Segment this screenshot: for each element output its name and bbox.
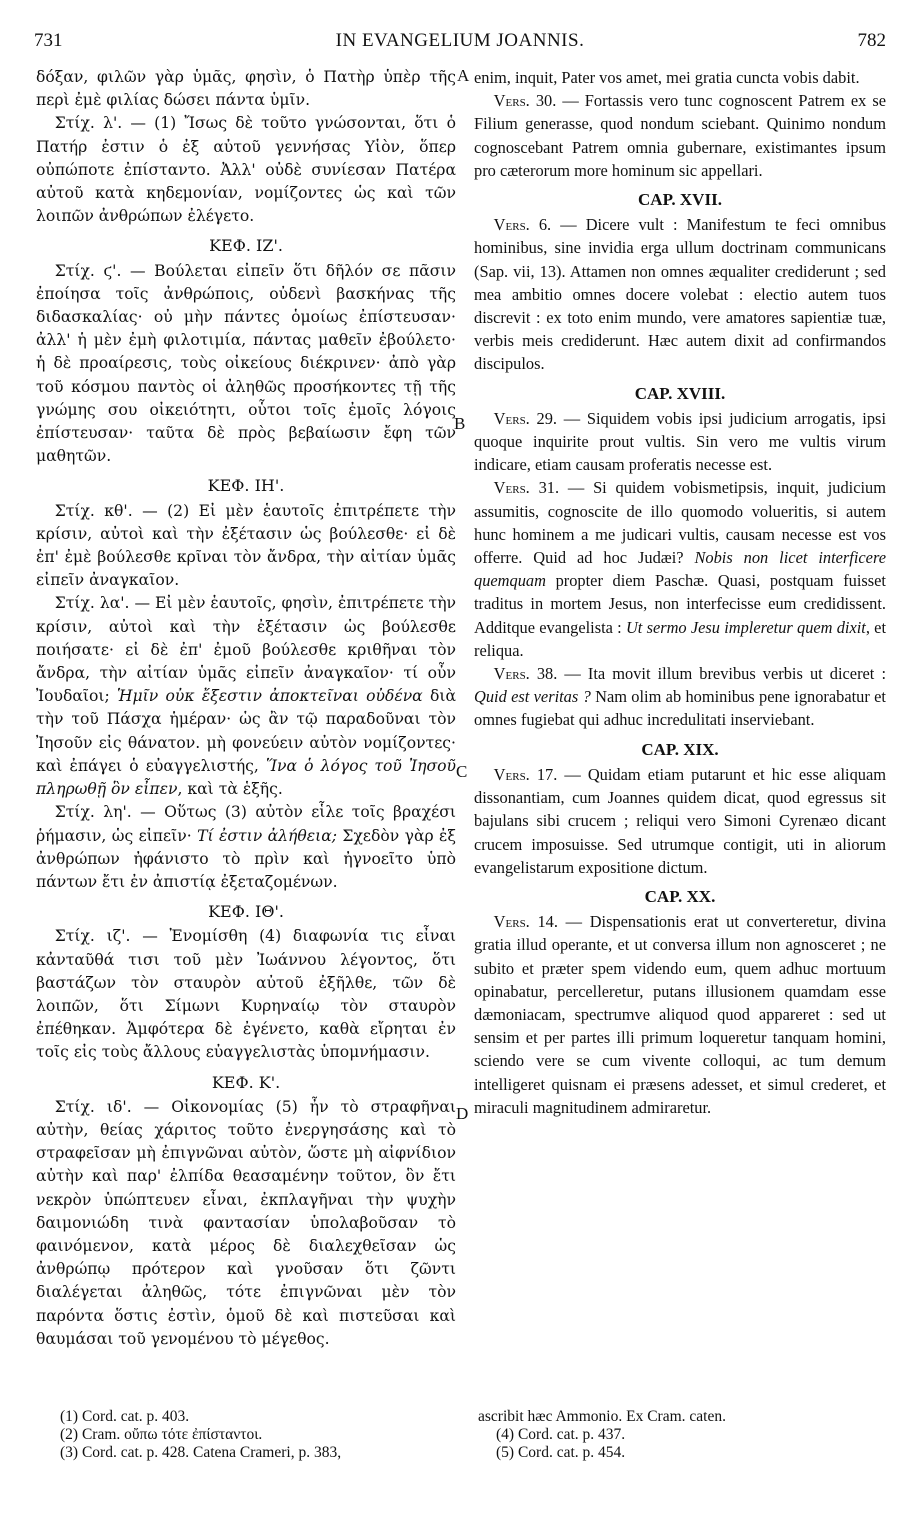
footnote: (1) Cord. cat. p. 403. — [60, 1408, 190, 1425]
chapter-heading: CAP. XVIII. — [634, 383, 726, 403]
paragraph-text: enim, inquit, Pater vos amet, mei gratia cuncta vobis dabit. — [474, 68, 860, 87]
paragraph — [474, 407, 886, 477]
paragraph — [474, 662, 886, 732]
paragraph-text: Στίχ. λη'. — Οὕτως (3) αὐτὸν εἷλε τοῖς βραχέσι ῥήμασιν, ὡς εἰπεῖν· — [36, 803, 456, 845]
verse-label: Vers. — [493, 215, 530, 235]
paragraph — [36, 1096, 456, 1351]
paragraph-text: διὰ τὴν τοῦ Πάσχα ἡμέραν· ὡς ἂν τῷ παραδοῦναι τὸν Ἰησοῦν εἰς θάνατον. μὴ φονεύειν αὐτὸν νομίζοντες· καὶ ἐπάγει ὁ εὐαγγελιστής, — [36, 687, 456, 775]
paragraph-text: Στίχ. λ'. — (1) Ἴσως δὲ τοῦτο γνώσονται, ὅτι ὁ Πατήρ ἐστιν ὁ ἐξ αὐτοῦ γεννήσας Υἱὸν, ὅπερ οὐπώποτε ἐπίσταντο. Ἀλλ' οὐδὲ συνίεσαν Πατέρα αὐτοῦ κατὰ κηδεμονίαν, νομίζοντες ὡς καὶ τῶν λοιπῶν ἀνθρώπων ἐλέγετο. — [36, 114, 456, 226]
chapter-heading: ΚΕΦ. ΙΖ'. — [209, 236, 283, 256]
paragraph — [474, 66, 886, 89]
greek-column — [36, 66, 456, 1351]
paragraph-text: Στίχ. κθ'. — (2) Εἰ μὲν ἑαυτοῖς ἐπιτρέπετε τὴν κρίσιν, αὐτοὶ καὶ τὴν ἐξέτασιν ὡς βούλεσθε· εἰ δὲ ἐπ' ἐμὲ βούλεσθε κρῖναι τὸν ἄνδρα, τὴν αἰτίαν ὑμᾶς εἰπεῖν ἀναγκαῖον. — [36, 501, 456, 590]
verse-label: Vers. — [493, 408, 530, 428]
quoted-text: Τί ἐστιν ἀλήθεια; — [197, 826, 338, 845]
footnotes-left — [60, 1408, 450, 1462]
paragraph-text: Σχεδὸν γὰρ ἐξ ἀνθρώπων ἠφάνιστο τὸ πρὶν καὶ ἠγνοεῖτο ὑπὸ πάντων ἔτι ἐν ἀπιστίᾳ ἐξεταζομένων. — [36, 826, 456, 891]
footnote: (2) Cram. οὔπω τότε ἐπίσταντοι. — [60, 1426, 263, 1443]
paragraph — [36, 801, 456, 894]
paragraph — [36, 925, 456, 1064]
page-number-right: 782 — [857, 30, 886, 51]
paragraph-text: Στίχ. ιδ'. — Οἰκονομίας (5) ἦν τὸ στραφῆναι αὐτὴν, θείας χάριτος τοῦτο ἐνεργησάσης καὶ τὸ στραφεῖσαν μὴ ἐπιγνῶναι αὐτὸν, ὥστε μὴ αἰφνίδιον αὐτὴν καὶ παρ' ἐλπίδα θεασαμένην τοῦτον, ὃν ἔτι νεκρὸν ὑπώπτευεν εἶναι, ἐκπλαγῆναι τὴν ψυχὴν δαιμονιώδη τινὰ φαντασίαν ὑπολαβοῦσαν τὸ φαινόμενον, κατὰ μέρος δὲ διαλεχθεῖσαν ὡς ἀνθρώπῳ πρότερον καὶ γνοῦσαν ὅτι ζῶντι διαλέγεται ἀληθῶς, τότε ἐπιγνῶναι μὲν τὸν παρόντα ὅστις ἐστὶν, ὁμοῦ δὲ καὶ πιστεῦσαι καὶ θαυμάσαι τοῦ γενομένου τὸ μέγεθος. — [36, 1097, 456, 1348]
paragraph — [474, 910, 886, 1119]
margin-letter-b: B — [454, 414, 466, 433]
paragraph-text: Nam olim ab hominibus pene ignorabatur et omnes fugiebat qui adhuc incredulitati inserviebant. — [474, 687, 886, 730]
chapter-heading: ΚΕΦ. ΙΗ'. — [207, 476, 285, 496]
running-header — [34, 30, 886, 58]
chapter-heading: ΚΕΦ. ΙΘ'. — [208, 902, 284, 922]
paragraph-text: 6. — Dicere vult : Manifestum te feci omnibus hominibus, sine invidia erga ullum doctrinam communicans (Sap. vii, 13). Attamen non omnes æqualiter crediderunt ; sed mea ambitio omnes docere volebat : electio autem tuos discrevit : ex toto enim mundo, vere amatores sapientiæ tuæ, verbis meis crediderunt. Hæc autem dixit ad confirmandos discipulos. — [474, 215, 886, 374]
paragraph-text: 14. — Dispensationis erat ut converteretur, divina gratia illud operante, et ut conversa illum non agnosceret ; ne subito et præter spem videndo eum, quem adhuc mortuum opinabatur, percelleretur, putans illusionem quamdam esse dæmoniacam, spectrumve aliquod quod appareret : sed ut sensim et per partes illi primum loqueretur tanquam homini, sciendo vere se cum vivente colloqui, ac tum demum intelligeret quisnam ei præsens adesset, et simul crederet, et miraculi magnitudinem admiraretur. — [474, 912, 886, 1117]
paragraph-text: , καὶ τὰ ἑξῆς. — [177, 780, 283, 799]
quoted-text: Ἵνα ὁ λόγος τοῦ Ἰησοῦ πληρωθῇ ὃν εἶπεν — [36, 756, 457, 799]
paragraph-text: Στίχ. ιζ'. — Ἐνομίσθη (4) διαφωνία τις εἶναι κἀνταῦθά τισι τοῦ μὲν Ἰωάννου λέγοντος, ὅτι βαστάζων τὸν σταυρὸν αὐτοῦ ἐξῆλθε, τῶν δὲ λοιπῶν, ὅτι Σίμωνι Κυρηναίῳ τὸν σταυρὸν ἐπέθηκαν. Ἀμφότερα δὲ ἐγένετο, καθὰ εἴρηται ἐν τοῖς εἰς τοὺς ἄλλους εὐαγγελιστὰς ὑπομνήμασιν. — [36, 927, 456, 1062]
verse-label: Vers. — [493, 478, 530, 498]
paragraph-text: 30. — Fortassis vero tunc cognoscent Patrem ex se Filium generasse, quod nondum sciebant. Quinimo nondum cognoscebant Patrem omnia gubernare, existimantes ipsum pro cæterorum more hominum sic appellari. — [474, 91, 886, 180]
footnote: (3) Cord. cat. p. 428. Catena Crameri, p. 383, — [60, 1444, 342, 1461]
verse-label: Vers. — [493, 91, 530, 111]
paragraph — [36, 112, 456, 228]
footnote: (4) Cord. cat. p. 437. — [496, 1426, 626, 1443]
footnotes-right — [478, 1408, 878, 1462]
footnote: ascribit hæc Ammonio. Ex Cram. caten. — [478, 1408, 726, 1425]
paragraph-text: Στίχ. ϛ'. — Βούλεται εἰπεῖν ὅτι δῆλόν σε πᾶσιν ἐποίησα τοῖς ἀνθρώποις, οὐδενὶ βασκήνας τῆς διδασκαλίας· οὐ μὴν πάντες ὁμοίως ἐπίστευσαν· ἀλλ' ἡ μὲν ἐμὴ φιλοτιμία, πάντας μαθεῖν ἐβούλετο· ἡ δὲ προαίρεσις, τοὺς οἰκείους διέκρινεν· ἀπὸ γὰρ τοῦ κόσμου παντὸς οἱ ἀληθῶς προσήκοντες τῇ τῆς γνώμης σου οἰκειότητι, οὗτοι τοῖς ἐμοῖς λόγοις ἐπίστευσαν· ταῦτα δὲ πρὸς βεβαίωσιν ἔφη τῶν μαθητῶν. — [36, 261, 456, 466]
verse-label: Vers. — [493, 764, 530, 784]
chapter-heading: CAP. XIX. — [641, 739, 719, 759]
paragraph-text: 29. — Siquidem vobis ipsi judicium arrogatis, ipsi quoque inquirite prout vultis. Sin vero me vultis virum indicare, etiam causam proferatis necesse est. — [474, 408, 886, 475]
paragraph-text: 17. — Quidam etiam putarunt et hic esse aliquam dissonantiam, cum Joannes quidem dicat, quod egressus sit bajulans sibi crucem ; reliqui vero Simoni Cyrenæo dicant crucem imposuisse. Sed utrumque contigit, uti in aliorum evangelistarum expositione dictum. — [474, 764, 886, 877]
paragraph — [36, 66, 456, 112]
quoted-text: Ut sermo Jesu impleretur quem dixit — [625, 617, 866, 637]
chapter-heading: ΚΕΦ. Κ'. — [211, 1072, 281, 1092]
paragraph — [36, 260, 456, 469]
paragraph-text: 31. — Si quidem vobismetipsis, inquit, judicium assumitis, cognoscite de illo quomodo volueritis, si autem hunc hominem a me judicari vultis, causam necesse est vos offerre. Quid ad hoc Judæi? — [474, 478, 886, 568]
paragraph — [474, 213, 886, 375]
verse-label: Vers. — [493, 912, 530, 932]
chapter-heading: CAP. XVII. — [638, 190, 722, 210]
paragraph-text: 38. — Ita movit illum brevibus verbis ut diceret : — [529, 664, 886, 684]
quoted-text: Ἡμῖν οὐκ ἔξεστιν ἀποκτεῖναι οὐδένα — [117, 687, 423, 706]
paragraph-text: δόξαν, φιλῶν γὰρ ὑμᾶς, φησὶν, ὁ Πατὴρ ὑπὲρ τῆς περὶ ἐμὲ φιλίας δώσει πάντα ὑμῖν. — [36, 68, 456, 110]
chapter-heading: CAP. XX. — [644, 886, 716, 906]
paragraph-text: propter diem Paschæ. Quasi, postquam fuisset traditus in mortem Jesus, non interfecisse eum credidissent. Additque evangelista : — [474, 571, 886, 637]
margin-letter-a: A — [457, 66, 470, 85]
paragraph — [36, 500, 456, 593]
paragraph — [474, 763, 886, 879]
running-title: IN EVANGELIUM JOANNIS. — [335, 30, 585, 51]
quoted-text: Nobis non licet interficere quemquam — [474, 548, 886, 591]
verse-label: Vers. — [493, 664, 530, 684]
paragraph — [474, 476, 886, 662]
page-number-left: 731 — [34, 30, 63, 51]
latin-column — [474, 66, 886, 1119]
margin-letter-c: C — [456, 762, 468, 781]
paragraph-text: , et reliqua. — [474, 617, 887, 660]
paragraph-text: Στίχ. λα'. — Εἰ μὲν ἑαυτοῖς, φησὶν, ἐπιτρέπετε τὴν κρίσιν, αὐτοὶ καὶ τὴν ἐξέτασιν ὡς βούλεσθε ποιήσατε· εἰ δὲ ἐπ' ἐμοῦ βούλεσθε κριθῆναι τὸν ἄνδρα, τὴν αἰτίαν ὑμᾶς εἰπεῖν ἀναγκαῖον· τί οὖν Ἰουδαῖοι; — [36, 594, 457, 706]
margin-letter-d: D — [456, 1104, 469, 1123]
paragraph — [36, 592, 456, 801]
paragraph — [474, 89, 886, 182]
quoted-text: Quid est veritas ? — [474, 687, 591, 707]
footnote: (5) Cord. cat. p. 454. — [496, 1444, 626, 1461]
